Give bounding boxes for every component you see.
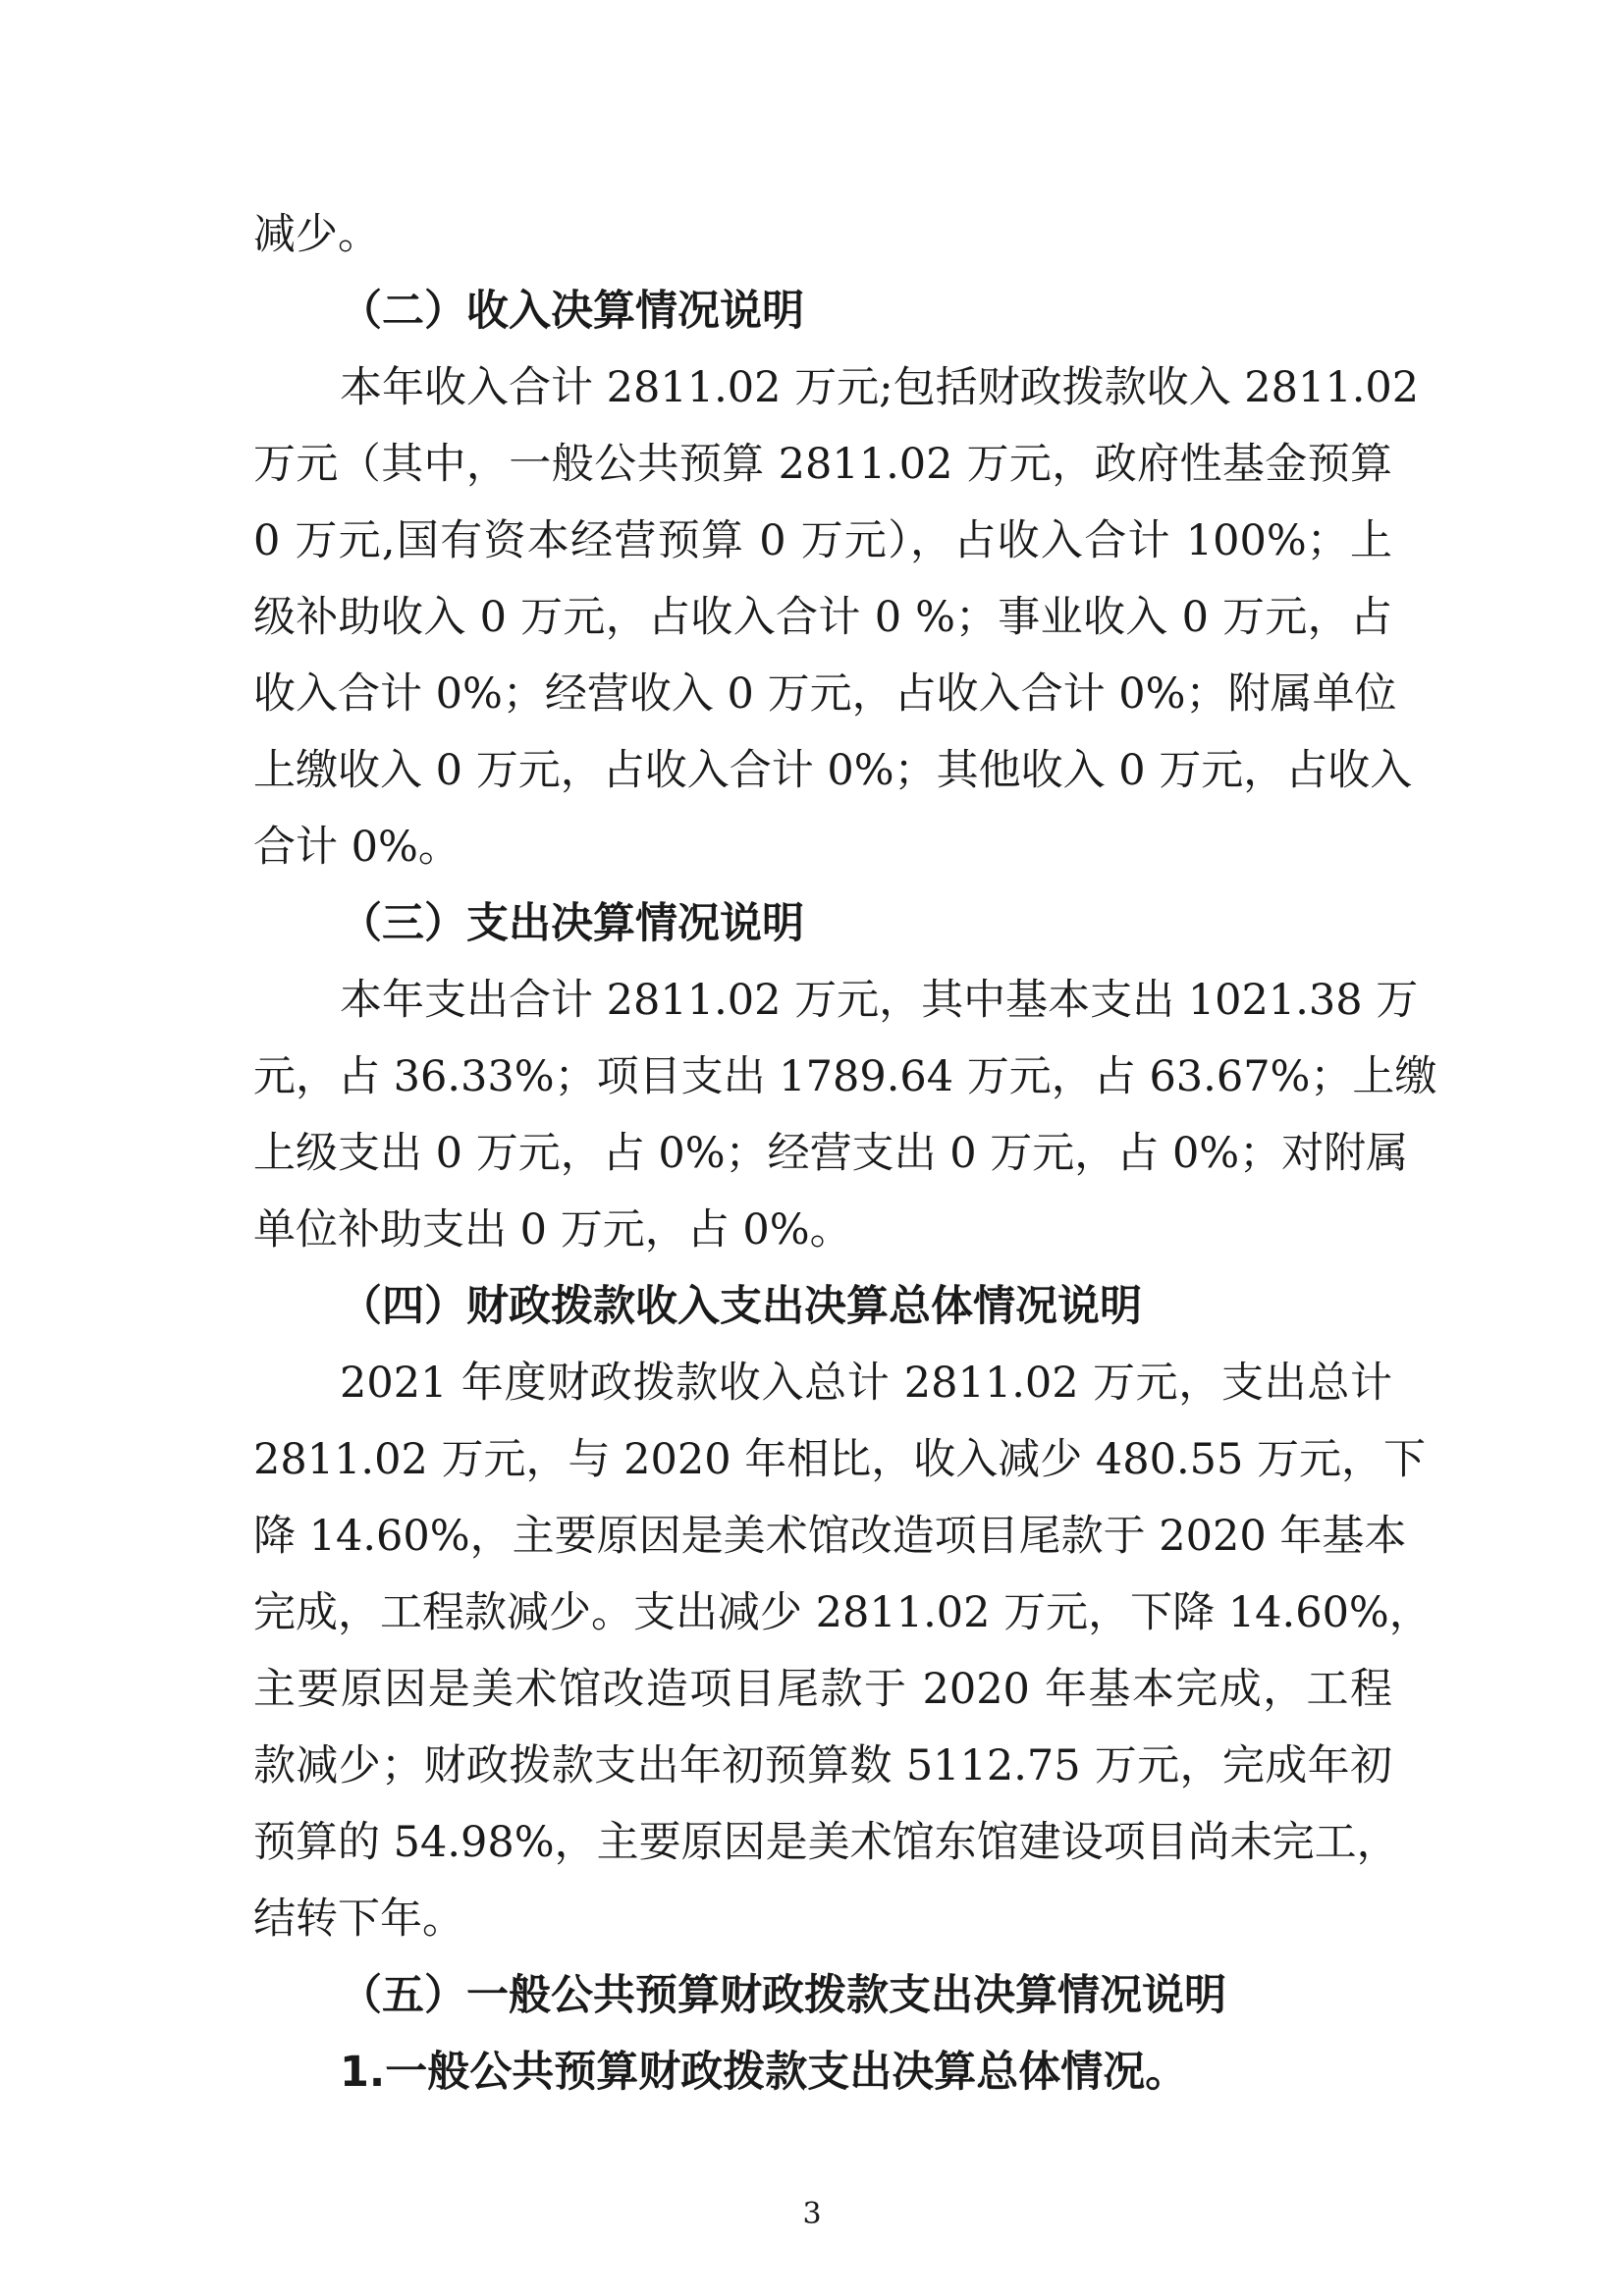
paragraph-line: 结转下年。 bbox=[253, 1895, 464, 1944]
paragraph-line: 上缴收入 0 万元，占收入合计 0%；其他收入 0 万元，占收入 bbox=[253, 746, 1413, 795]
paragraph-line: 完成，工程款减少。支出减少 2811.02 万元，下降 14.60%， bbox=[253, 1588, 1432, 1637]
paragraph-line: 2021 年度财政拨款收入总计 2811.02 万元，支出总计 bbox=[340, 1359, 1392, 1408]
document-body bbox=[253, 196, 1437, 2110]
paragraph-line: 万元（其中，一般公共预算 2811.02 万元，政府性基金预算 bbox=[253, 440, 1392, 489]
section-heading-general-budget: （五）一般公共预算财政拨款支出决算情况说明 bbox=[340, 1971, 1226, 2020]
paragraph-line: 降 14.60%，主要原因是美术馆改造项目尾款于 2020 年基本 bbox=[253, 1512, 1407, 1561]
paragraph-line: 款减少；财政拨款支出年初预算数 5112.75 万元，完成年初 bbox=[253, 1741, 1392, 1790]
paragraph-line: 减少。 bbox=[253, 210, 380, 259]
section-heading-expenditure: （三）支出决算情况说明 bbox=[340, 899, 804, 948]
section-heading-income: （二）收入决算情况说明 bbox=[340, 287, 804, 336]
paragraph-line: 单位补助支出 0 万元，占 0%。 bbox=[253, 1205, 852, 1255]
paragraph-line: 上级支出 0 万元，占 0%；经营支出 0 万元，占 0%；对附属 bbox=[253, 1129, 1409, 1178]
paragraph-line: 本年收入合计 2811.02 万元;包括财政拨款收入 2811.02 bbox=[340, 363, 1420, 412]
subsection-heading-general-budget-overview: 1.一般公共预算财政拨款支出决算总体情况。 bbox=[340, 2048, 1188, 2097]
paragraph-line: 预算的 54.98%，主要原因是美术馆东馆建设项目尚未完工， bbox=[253, 1818, 1399, 1867]
paragraph-line: 主要原因是美术馆改造项目尾款于 2020 年基本完成，工程 bbox=[253, 1665, 1392, 1714]
paragraph-line: 合计 0%。 bbox=[253, 823, 460, 872]
page-number: 3 bbox=[802, 2197, 822, 2231]
paragraph-line: 元，占 36.33%；项目支出 1789.64 万元，占 63.67%；上缴 bbox=[253, 1052, 1437, 1101]
paragraph-line: 本年支出合计 2811.02 万元，其中基本支出 1021.38 万 bbox=[340, 976, 1419, 1025]
section-heading-fiscal-appropriation: （四）财政拨款收入支出决算总体情况说明 bbox=[340, 1282, 1142, 1331]
paragraph-line: 0 万元,国有资本经营预算 0 万元），占收入合计 100%；上 bbox=[253, 516, 1392, 565]
paragraph-line: 级补助收入 0 万元，占收入合计 0 %；事业收入 0 万元，占 bbox=[253, 593, 1392, 642]
paragraph-line: 收入合计 0%；经营收入 0 万元，占收入合计 0%；附属单位 bbox=[253, 669, 1397, 719]
paragraph-line: 2811.02 万元，与 2020 年相比，收入减少 480.55 万元，下 bbox=[253, 1435, 1427, 1484]
